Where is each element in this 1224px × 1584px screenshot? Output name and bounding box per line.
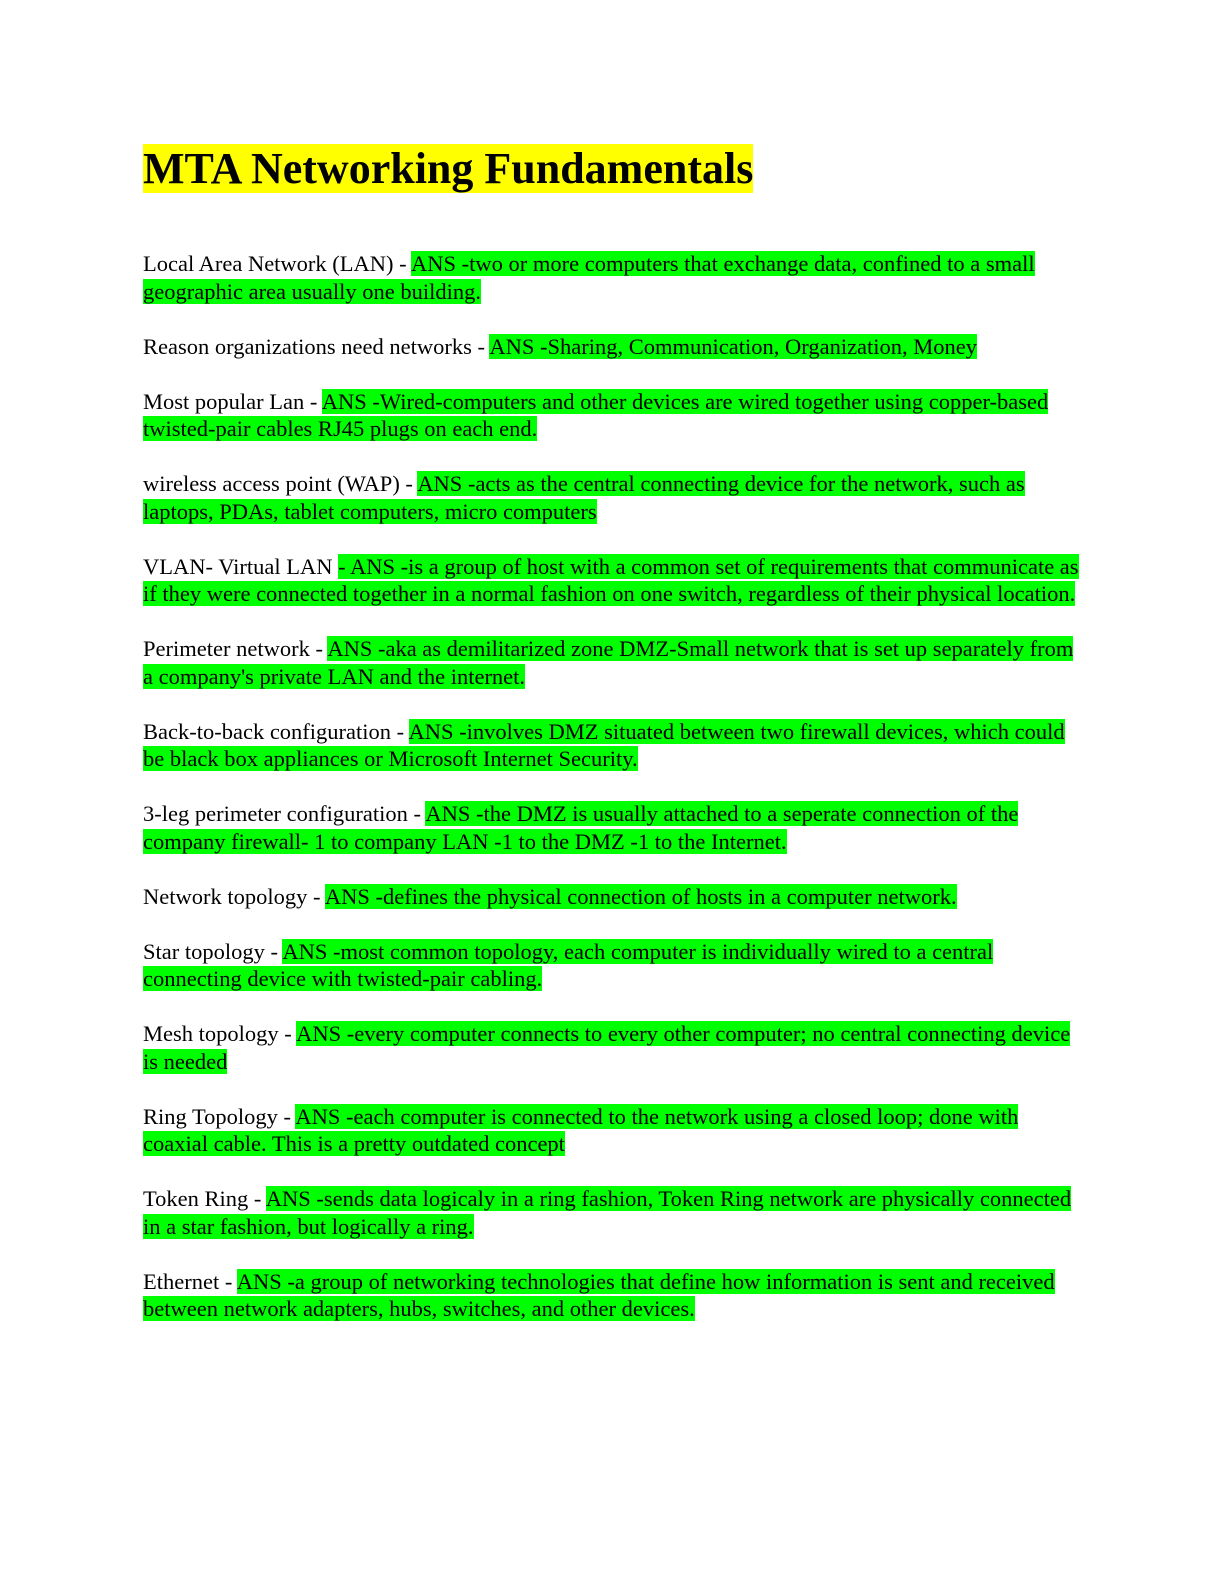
entry-answer: ANS -aka as demilitarized zone DMZ-Small network that is set up separately from a company's private LAN and the internet. <box>143 636 1074 689</box>
entry-term: Network topology - <box>143 883 325 909</box>
qa-entry <box>143 718 1083 773</box>
entry-term: wireless access point (WAP) - <box>143 471 418 496</box>
qa-entry <box>143 1020 1083 1075</box>
entry-answer: ANS -every computer connects to every other computer; no central connecting device is needed <box>143 1021 1071 1074</box>
qa-entry <box>143 250 1083 305</box>
entry-answer: ANS -Sharing, Communication, Organization, Money <box>489 333 978 359</box>
entry-term: Ethernet - <box>143 1268 237 1294</box>
qa-list <box>143 250 1083 1323</box>
entry-answer: ANS -most common topology, each computer is individually wired to a central connecting device with twisted-pair cabling. <box>143 938 994 991</box>
entry-answer: ANS -the DMZ is usually attached to a seperate connection of the company firewall- 1 to company LAN -1 to the DMZ -1 to the Internet. <box>143 801 1019 854</box>
qa-entry <box>143 883 1083 911</box>
qa-entry <box>143 800 1083 855</box>
entry-answer: ANS -Wired-computers and other devices are wired together using copper-based twisted-pair cables RJ45 plugs on each end. <box>143 388 1049 441</box>
qa-entry <box>143 635 1083 690</box>
entry-term: Ring Topology - <box>143 1103 296 1129</box>
title-highlight: MTA Networking Fundamentals <box>143 144 754 193</box>
qa-entry <box>143 553 1083 608</box>
qa-entry <box>143 1268 1083 1323</box>
qa-entry <box>143 1185 1083 1240</box>
entry-answer: ANS -a group of networking technologies that define how information is sent and received between network adapters, hubs, switches, and other devices. <box>143 1268 1055 1321</box>
entry-term: Token Ring - <box>143 1186 266 1211</box>
entry-term: Most popular Lan - <box>143 388 322 414</box>
entry-term: VLAN- Virtual LAN <box>143 553 339 579</box>
qa-entry <box>143 1103 1083 1158</box>
entry-term: Reason organizations need networks - <box>143 333 490 359</box>
document-page <box>143 139 1083 1350</box>
entry-term: Star topology - <box>143 938 283 964</box>
qa-entry <box>143 388 1083 443</box>
entry-answer: ANS -sends data logicaly in a ring fashion, Token Ring network are physically connected in a star fashion, but logically a ring. <box>143 1186 1072 1239</box>
qa-entry <box>143 333 1083 361</box>
entry-answer: ANS -each computer is connected to the network using a closed loop; done with coaxial cable. This is a pretty outdated concept <box>143 1103 1019 1156</box>
entry-term: Back-to-back configuration - <box>143 718 409 744</box>
entry-term: Local Area Network (LAN) - <box>143 251 412 276</box>
document-title <box>143 139 1083 199</box>
entry-answer: - ANS -is a group of host with a common set of requirements that communicate as if they were connected together in a normal fashion on one switch, regardless of their physical location. <box>143 553 1079 606</box>
entry-answer: ANS -involves DMZ situated between two firewall devices, which could be black box appliances or Microsoft Internet Security. <box>143 718 1065 771</box>
qa-entry <box>143 470 1083 525</box>
entry-term: 3-leg perimeter configuration - <box>143 801 426 826</box>
entry-answer: ANS -two or more computers that exchange data, confined to a small geographic area usually one building. <box>143 251 1035 304</box>
qa-entry <box>143 938 1083 993</box>
entry-term: Perimeter network - <box>143 636 328 661</box>
entry-answer: ANS -defines the physical connection of hosts in a computer network. <box>324 883 957 909</box>
entry-term: Mesh topology - <box>143 1021 297 1046</box>
entry-answer: ANS -acts as the central connecting device for the network, such as laptops, PDAs, tablet computers, micro computers <box>143 471 1025 524</box>
